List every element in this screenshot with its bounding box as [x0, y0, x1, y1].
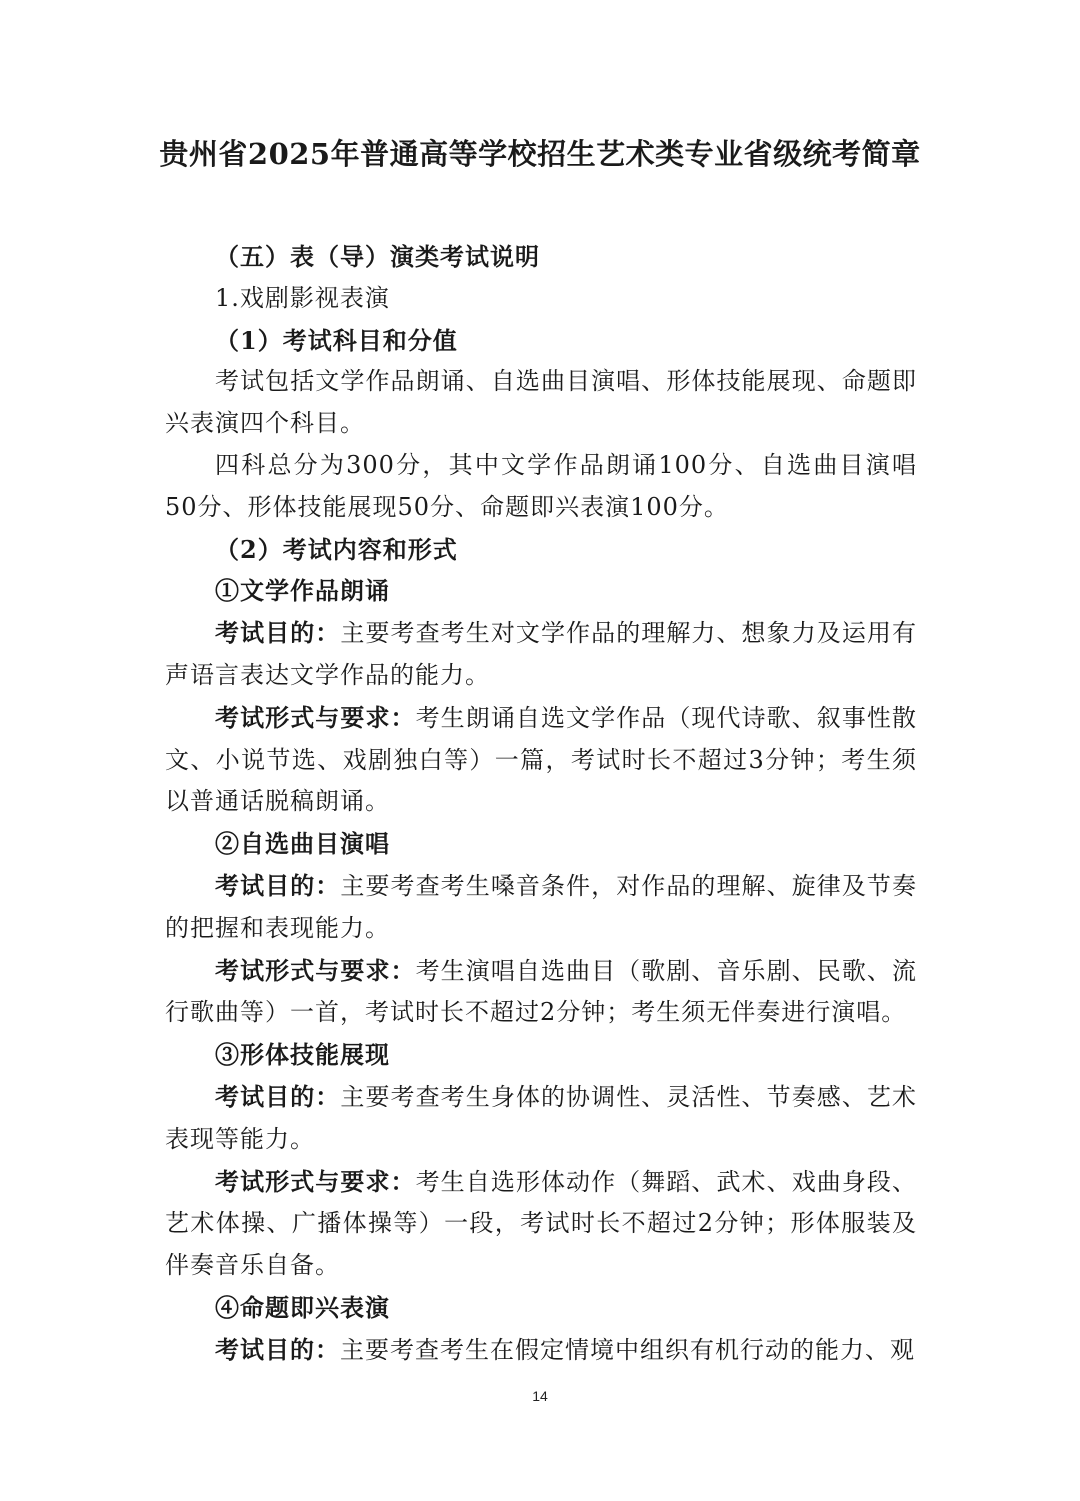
paragraph-improv-purpose [165, 1329, 917, 1372]
section-heading-1: 1.戏剧影视表演 [215, 283, 390, 312]
form-label: 考试形式与要求： [215, 702, 416, 732]
paragraph-singing-purpose [165, 865, 917, 950]
purpose-text: 主要考查考生在假定情境中组织有机行动的能力、观 [340, 1335, 915, 1364]
paragraph-singing-form [165, 950, 917, 1035]
purpose-label: 考试目的： [215, 870, 341, 900]
section-heading-5: （五）表（导）演类考试说明 [215, 242, 540, 271]
item-heading-singing: ②自选曲目演唱 [215, 829, 390, 859]
form-label: 考试形式与要求： [215, 1166, 416, 1196]
paragraph-recitation-purpose [165, 612, 917, 697]
paragraph-recitation-form [165, 697, 917, 823]
document-body [165, 236, 917, 1372]
document-title: 贵州省2025年普通高等学校招生艺术类专业省级统考简章 [159, 137, 921, 171]
purpose-label: 考试目的： [215, 1334, 340, 1364]
purpose-label: 考试目的： [215, 618, 341, 648]
subsection-heading-2: （2）考试内容和形式 [215, 534, 458, 564]
form-text: 考生自选形体动作（舞蹈、武术、戏曲身段、艺术体操、广播体操等）一段，考试时长不超过2分钟；形体服装及伴奏音乐自备。 [165, 1167, 917, 1280]
form-text: 考生朗诵自选文学作品（现代诗歌、叙事性散文、小说节选、戏剧独白等）一篇，考试时长不超过3分钟；考生须以普通话脱稿朗诵。 [165, 703, 917, 816]
paragraph-physical-form [165, 1161, 917, 1287]
page-number: 14 [532, 1388, 548, 1404]
form-label: 考试形式与要求： [215, 955, 416, 985]
item-heading-physical: ③形体技能展现 [215, 1040, 390, 1070]
purpose-text: 主要考查考生身体的协调性、灵活性、节奏感、艺术表现等能力。 [165, 1082, 918, 1153]
paragraph-subjects: 考试包括文学作品朗诵、自选曲目演唱、形体技能展现、命题即兴表演四个科目。 [165, 367, 917, 438]
item-heading-improv: ④命题即兴表演 [215, 1292, 390, 1322]
subsection-heading-1: （1）考试科目和分值 [215, 325, 458, 355]
item-heading-recitation: ①文学作品朗诵 [215, 576, 390, 606]
purpose-text: 主要考查考生对文学作品的理解力、想象力及运用有声语言表达文学作品的能力。 [165, 619, 918, 689]
purpose-label: 考试目的： [215, 1081, 341, 1111]
form-text: 考生演唱自选曲目（歌剧、音乐剧、民歌、流行歌曲等）一首，考试时长不超过2分钟；考生须无伴奏进行演唱。 [165, 956, 917, 1027]
purpose-text: 主要考查考生嗓音条件，对作品的理解、旋律及节奏的把握和表现能力。 [165, 871, 918, 942]
paragraph-physical-purpose [165, 1076, 917, 1161]
paragraph-scores: 四科总分为300分，其中文学作品朗诵100分、自选曲目演唱50分、形体技能展现50分、命题即兴表演100分。 [165, 450, 917, 521]
